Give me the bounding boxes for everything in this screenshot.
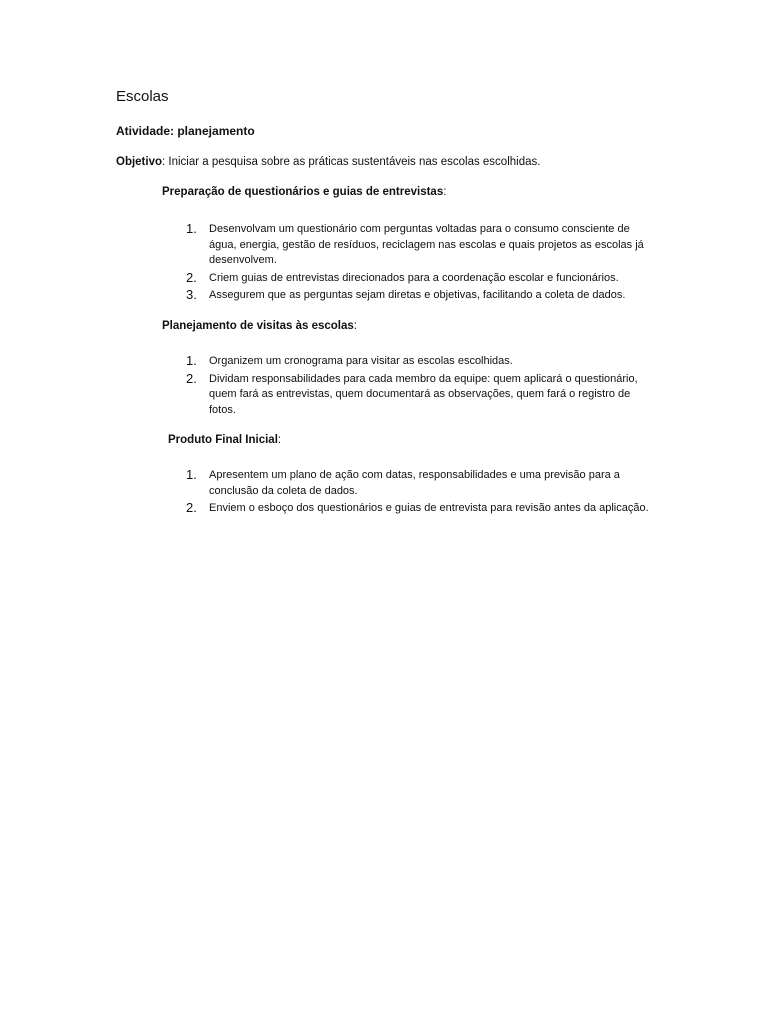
list-item [184, 468, 654, 499]
list-item [184, 222, 654, 269]
objective-line [116, 156, 540, 168]
list-item-number: 1. [186, 353, 197, 368]
list-item-text: Criem guias de entrevistas direcionados para a coordenação escolar e funcionários. [209, 271, 619, 284]
list-item-text: Dividam responsabilidades para cada membro da equipe: quem aplicará o questionário, quem fará as entrevistas, quem documentará as observações, quem fará o registro de fotos. [209, 372, 638, 416]
document-title: Escolas [116, 88, 169, 105]
visits-list [184, 354, 654, 420]
list-item-number: 1. [186, 467, 197, 482]
list-item-number: 1. [186, 221, 197, 236]
section-heading-visits [162, 320, 357, 332]
list-item-text: Enviem o esboço dos questionários e guias de entrevista para revisão antes da aplicação. [209, 502, 649, 514]
objective-label: Objetivo [116, 156, 163, 168]
section-heading-final-product [168, 434, 281, 446]
list-item-number: 3. [186, 287, 197, 302]
list-item-text: Apresentem um plano de ação com datas, responsabilidades e uma previsão para a conclusão da coleta de dados. [209, 469, 620, 497]
section-heading-suffix: : [277, 434, 282, 446]
list-item-number: 2. [186, 370, 197, 386]
list-item-number: 2. [186, 269, 197, 285]
list-item-text: Assegurem que as perguntas sejam diretas e objetivas, facilitando a coleta de dados. [209, 289, 626, 301]
list-item-number: 2. [186, 500, 197, 515]
list-item-text: Desenvolvam um questionário com perguntas voltadas para o consumo consciente de água, energia, gestão de resíduos, reciclagem nas escolas e quais projetos as escolas já desenvolvem. [209, 223, 644, 266]
section-heading-label: Planejamento de visitas às escolas [162, 320, 354, 332]
preparation-list [184, 222, 654, 306]
final-product-list [184, 468, 654, 519]
list-item-text: Organizem um cronograma para visitar as escolas escolhidas. [209, 355, 513, 367]
list-item [184, 372, 654, 419]
list-item [184, 354, 654, 370]
section-heading-suffix: : [353, 320, 357, 332]
objective-text: : Iniciar a pesquisa sobre as práticas sustentáveis nas escolas escolhidas. [162, 156, 541, 168]
activity-line: Atividade: planejamento [116, 124, 255, 138]
section-heading-preparation [162, 186, 446, 198]
section-heading-suffix: : [443, 186, 447, 198]
section-heading-label: Preparação de questionários e guias de entrevistas [162, 186, 444, 198]
list-item [184, 288, 654, 304]
section-heading-label: Produto Final Inicial [168, 434, 278, 446]
list-item [184, 501, 654, 517]
list-item [184, 271, 654, 287]
